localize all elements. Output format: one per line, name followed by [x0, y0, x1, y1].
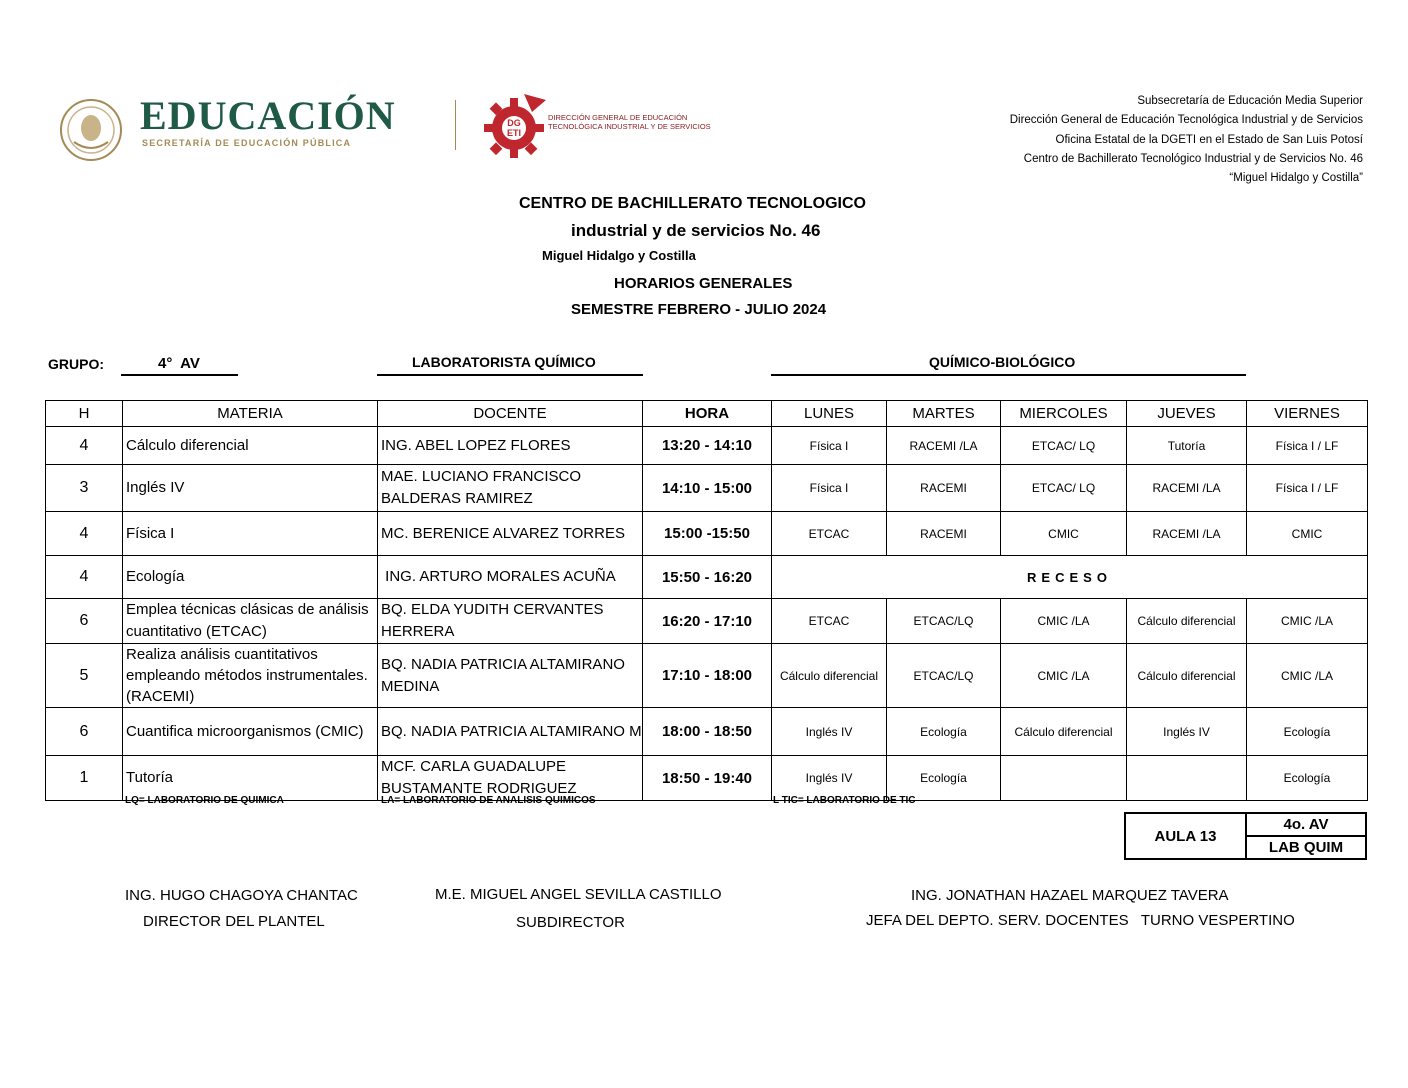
cell-materia: Cuantifica microorganismos (CMIC)	[123, 708, 378, 756]
carrera-label: LABORATORISTA QUÍMICO	[412, 354, 596, 370]
logo-divider	[455, 100, 456, 150]
dgeti-line-1: DIRECCIÓN GENERAL DE EDUCACIÓN	[548, 113, 688, 122]
cell-docente: MAE. LUCIANO FRANCISCO BALDERAS RAMIREZ	[378, 465, 643, 512]
cell-hora: 17:10 - 18:00	[643, 644, 772, 708]
aula-lab: LAB QUIM	[1246, 836, 1366, 859]
cell-docente: MC. BERENICE ALVAREZ TORRES	[378, 512, 643, 556]
schedule-table	[45, 400, 1368, 801]
cell-miercoles: Cálculo diferencial	[1001, 708, 1127, 756]
cell-h: 4	[46, 512, 123, 556]
agency-line-4: Centro de Bachillerato Tecnológico Industrial y de Servicios No. 46	[1023, 153, 1363, 165]
cell-miercoles: ETCAC/ LQ	[1001, 427, 1127, 465]
cell-materia: Inglés IV	[123, 465, 378, 512]
cell-docente: BQ. NADIA PATRICIA ALTAMIRANO M	[378, 708, 643, 756]
agency-line-3: Oficina Estatal de la DGETI en el Estado de San Luis Potosí	[1055, 134, 1363, 146]
aula-box	[1124, 812, 1367, 860]
area-underline	[771, 374, 1246, 376]
cell-docente: BQ. NADIA PATRICIA ALTAMIRANO MEDINA	[378, 644, 643, 708]
cell-h: 6	[46, 599, 123, 644]
cell-martes: RACEMI	[887, 512, 1001, 556]
cell-miercoles: CMIC /LA	[1001, 599, 1127, 644]
grupo-value: 4° AV	[158, 355, 200, 372]
cell-viernes: Física I / LF	[1247, 465, 1368, 512]
cell-jueves: Tutoría	[1127, 427, 1247, 465]
signature-director-name: ING. HUGO CHAGOYA CHANTAC	[125, 887, 358, 904]
cell-materia: Ecología	[123, 556, 378, 599]
cell-h: 6	[46, 708, 123, 756]
educacion-logo-text: EDUCACIÓN	[140, 93, 396, 138]
dgeti-gear-logo	[484, 92, 546, 158]
dgeti-logo-text	[548, 113, 711, 131]
cell-hora: 18:00 - 18:50	[643, 708, 772, 756]
cell-martes: RACEMI	[887, 465, 1001, 512]
cell-miercoles: CMIC /LA	[1001, 644, 1127, 708]
table-row	[46, 756, 1368, 801]
cell-jueves	[1127, 756, 1247, 801]
aula-group: 4o. AV	[1246, 813, 1366, 836]
cell-lunes: Cálculo diferencial	[772, 644, 887, 708]
cell-materia: Cálculo diferencial	[123, 427, 378, 465]
cell-viernes: CMIC	[1247, 512, 1368, 556]
cell-materia: Tutoría	[123, 756, 378, 801]
cell-docente: BQ. ELDA YUDITH CERVANTES HERRERA	[378, 599, 643, 644]
legend-lq: LQ= LABORATORIO DE QUIMICA	[125, 795, 284, 806]
cell-lunes: ETCAC	[772, 599, 887, 644]
cell-docente: ING. ABEL LOPEZ FLORES	[378, 427, 643, 465]
cell-h: 5	[46, 644, 123, 708]
title-line-4: HORARIOS GENERALES	[614, 275, 793, 292]
signature-subdirector-name: M.E. MIGUEL ANGEL SEVILLA CASTILLO	[435, 886, 722, 903]
agency-line-5: “Miguel Hidalgo y Costilla”	[1229, 172, 1363, 184]
cell-lunes: Física I	[772, 427, 887, 465]
cell-jueves: RACEMI /LA	[1127, 465, 1247, 512]
cell-martes: ETCAC/LQ	[887, 599, 1001, 644]
cell-miercoles: CMIC	[1001, 512, 1127, 556]
cell-viernes: CMIC /LA	[1247, 644, 1368, 708]
mexico-seal-logo	[52, 98, 130, 162]
title-line-3: Miguel Hidalgo y Costilla	[542, 248, 696, 263]
cell-viernes: CMIC /LA	[1247, 599, 1368, 644]
header-h: H	[46, 401, 123, 427]
cell-miercoles: ETCAC/ LQ	[1001, 465, 1127, 512]
svg-text:DG: DG	[507, 118, 521, 128]
cell-hora: 15:50 - 16:20	[643, 556, 772, 599]
header-viernes: VIERNES	[1247, 401, 1368, 427]
grupo-label: GRUPO:	[48, 356, 104, 372]
receso-cell	[772, 556, 1368, 599]
cell-jueves: Cálculo diferencial	[1127, 599, 1247, 644]
signature-director-title: DIRECTOR DEL PLANTEL	[143, 913, 325, 930]
table-row	[46, 427, 1368, 465]
grupo-underline	[121, 374, 238, 376]
cell-viernes: Ecología	[1247, 756, 1368, 801]
cell-h: 1	[46, 756, 123, 801]
cell-martes: ETCAC/LQ	[887, 644, 1001, 708]
cell-materia: Realiza análisis cuantitativos empleando métodos instrumentales. (RACEMI)	[123, 644, 378, 708]
signature-jefa-title: JEFA DEL DEPTO. SERV. DOCENTES TURNO VESPERTINO	[866, 912, 1295, 929]
legend-ltic: L TIC= LABORATORIO DE TIC	[773, 795, 916, 806]
table-row	[46, 644, 1368, 708]
carrera-underline	[377, 374, 643, 376]
area-label: QUÍMICO-BIOLÓGICO	[929, 354, 1076, 370]
signature-subdirector-title: SUBDIRECTOR	[516, 914, 625, 931]
cell-hora: 14:10 - 15:00	[643, 465, 772, 512]
cell-lunes: Inglés IV	[772, 708, 887, 756]
cell-jueves: RACEMI /LA	[1127, 512, 1247, 556]
cell-materia: Física I	[123, 512, 378, 556]
header-hora: HORA	[643, 401, 772, 427]
agency-line-1: Subsecretaría de Educación Media Superior	[1137, 95, 1363, 107]
table-row	[46, 512, 1368, 556]
cell-materia: Emplea técnicas clásicas de análisis cuantitativo (ETCAC)	[123, 599, 378, 644]
header-lunes: LUNES	[772, 401, 887, 427]
cell-lunes: Física I	[772, 465, 887, 512]
legend-la: LA= LABORATORIO DE ANALISIS QUIMICOS	[381, 795, 596, 806]
cell-jueves: Inglés IV	[1127, 708, 1247, 756]
cell-hora: 13:20 - 14:10	[643, 427, 772, 465]
receso-label: RECESO	[1027, 569, 1112, 585]
cell-docente: MCF. CARLA GUADALUPE BUSTAMANTE RODRIGUEZ	[378, 756, 643, 801]
cell-martes: Ecología	[887, 756, 1001, 801]
sep-logo-subtitle: SECRETARÍA DE EDUCACIÓN PÚBLICA	[142, 138, 352, 148]
cell-lunes: ETCAC	[772, 512, 887, 556]
aula-room: AULA 13	[1125, 813, 1246, 859]
header-martes: MARTES	[887, 401, 1001, 427]
table-row	[46, 708, 1368, 756]
cell-lunes: Inglés IV	[772, 756, 887, 801]
cell-h: 4	[46, 556, 123, 599]
table-row	[46, 599, 1368, 644]
cell-h: 3	[46, 465, 123, 512]
title-line-1: CENTRO DE BACHILLERATO TECNOLOGICO	[519, 195, 866, 212]
header-materia: MATERIA	[123, 401, 378, 427]
cell-martes: Ecología	[887, 708, 1001, 756]
dgeti-line-2: TECNOLÓGICA INDUSTRIAL Y DE SERVICIOS	[548, 122, 711, 131]
header-docente: DOCENTE	[378, 401, 643, 427]
table-row	[46, 465, 1368, 512]
signature-jefa-name: ING. JONATHAN HAZAEL MARQUEZ TAVERA	[911, 887, 1229, 904]
cell-jueves: Cálculo diferencial	[1127, 644, 1247, 708]
cell-hora: 18:50 - 19:40	[643, 756, 772, 801]
cell-hora: 16:20 - 17:10	[643, 599, 772, 644]
agency-line-2: Dirección General de Educación Tecnológica Industrial y de Servicios	[1009, 114, 1363, 126]
cell-martes: RACEMI /LA	[887, 427, 1001, 465]
cell-h: 4	[46, 427, 123, 465]
header-jueves: JUEVES	[1127, 401, 1247, 427]
cell-viernes: Física I / LF	[1247, 427, 1368, 465]
cell-miercoles	[1001, 756, 1127, 801]
title-line-5: SEMESTRE FEBRERO - JULIO 2024	[571, 301, 827, 318]
table-row	[46, 556, 1368, 599]
title-line-2: industrial y de servicios No. 46	[571, 221, 821, 240]
header-miercoles: MIERCOLES	[1001, 401, 1127, 427]
table-header-row	[46, 401, 1368, 427]
cell-viernes: Ecología	[1247, 708, 1368, 756]
cell-hora: 15:00 -15:50	[643, 512, 772, 556]
svg-text:ETI: ETI	[506, 128, 522, 138]
cell-docente: ING. ARTURO MORALES ACUÑA	[378, 556, 643, 599]
